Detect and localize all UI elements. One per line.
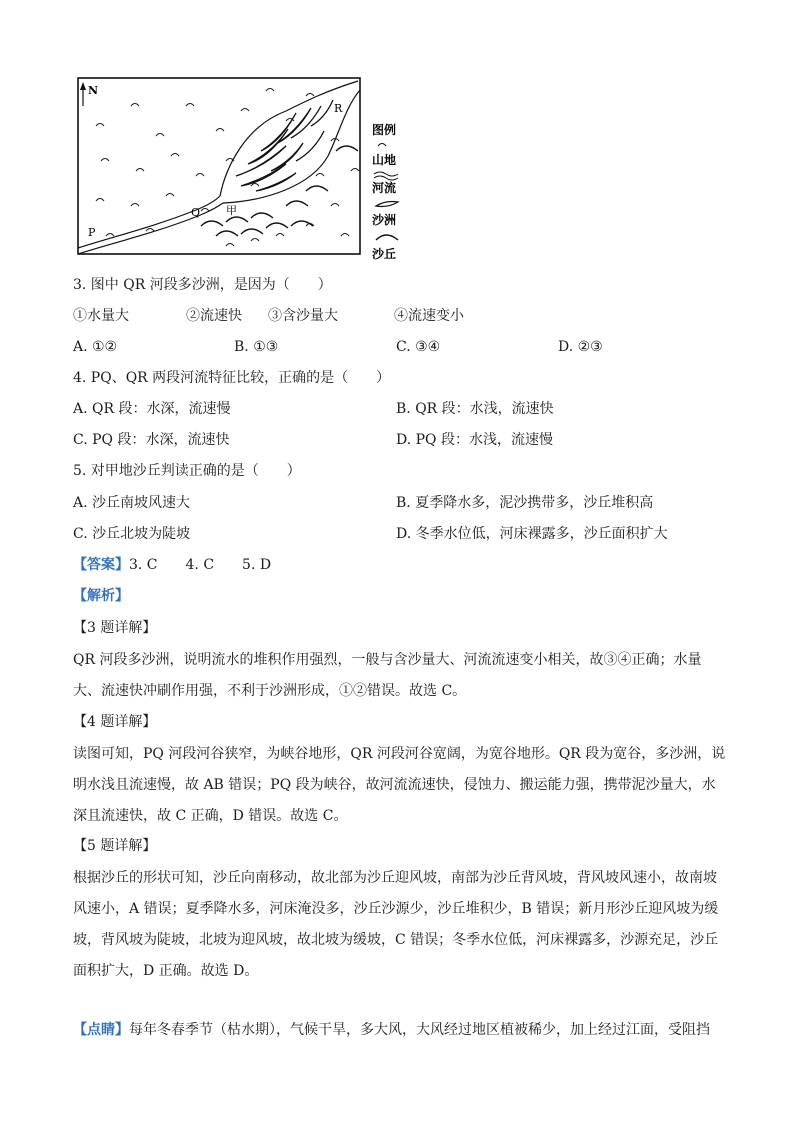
- legend-sandbar: 沙洲: [372, 213, 397, 227]
- q4-option-b[interactable]: B. QR 段：水浅，流速快: [396, 401, 554, 417]
- detail-5-line: 面积扩大，D 正确。故选 D。: [73, 963, 259, 979]
- q4-option-a[interactable]: A. QR 段：水深，流速慢: [73, 401, 231, 417]
- legend-mountain-icon: [378, 144, 386, 147]
- detail-5-line: 根据沙丘的形状可知，沙丘向南移动，故北部为沙丘迎风坡，南部为沙丘背风坡，背风坡风速小，故南坡: [73, 870, 717, 886]
- detail-3-body: [73, 645, 721, 707]
- q3-option-c[interactable]: C. ③④: [396, 339, 441, 355]
- detail-3-line: QR 河段多沙洲，说明流水的堆积作用强烈，一般与含沙量大、河流流速变小相关，故③④正确；水量: [73, 652, 702, 668]
- q3-item-2: ②流速快: [186, 308, 242, 324]
- detail-5-line: 风速小，A 错误；夏季降水多，河床淹没多，沙丘沙源少，沙丘堆积少，B 错误；新月形沙丘迎风坡为缓: [73, 901, 719, 917]
- analysis-line: [73, 586, 129, 606]
- legend-river: 河流: [372, 181, 397, 195]
- detail-4-line: 深且流速快，故 C 正确，D 错误。故选 C。: [73, 808, 348, 824]
- q5-option-a[interactable]: A. 沙丘南坡风速大: [73, 495, 191, 511]
- legend-mountain: 山地: [372, 153, 397, 167]
- legend-dune-icon: [376, 235, 398, 240]
- q5-option-c[interactable]: C. 沙丘北坡为陡坡: [73, 526, 191, 542]
- q3-item-4: ④流速变小: [394, 308, 464, 324]
- detail-4-body: [73, 739, 726, 832]
- river-channel: [78, 81, 360, 254]
- label-p: P: [88, 226, 96, 239]
- q4-option-c[interactable]: C. PQ 段：水深，流速快: [73, 432, 230, 448]
- tip-tag: 【点睛】: [73, 1022, 129, 1038]
- detail-3-line: 大、流速快冲刷作用强，不利于沙洲形成，①②错误。故选 C。: [73, 683, 467, 699]
- detail-4-line: 读图可知，PQ 河段河谷狭窄，为峡谷地形，QR 河段河谷宽阔，为宽谷地形。QR 段为宽谷，多沙洲，说: [73, 746, 726, 762]
- q5-option-b[interactable]: B. 夏季降水多，泥沙携带多，沙丘堆积高: [396, 495, 654, 511]
- q4-option-d[interactable]: D. PQ 段：水浅，流速慢: [396, 432, 553, 448]
- legend-dune: 沙丘: [372, 247, 397, 261]
- sandbar-symbols: [236, 100, 333, 191]
- q3-item-3: ③含沙量大: [268, 308, 338, 324]
- q3-option-d[interactable]: D. ②③: [558, 339, 603, 355]
- q5-stem: 5. 对甲地沙丘判读正确的是（ ）: [73, 463, 301, 479]
- detail-4-line: 明水浅且流速慢，故 AB 错误；PQ 段为峡谷，故河流流速快，侵蚀力、搬运能力强，携带泥沙量大，水: [73, 777, 716, 793]
- map-frame: [78, 78, 360, 254]
- tip-line: [73, 1020, 710, 1040]
- legend-sandbar-icon: [376, 202, 398, 207]
- detail-4-title: 【4 题详解】: [73, 714, 157, 730]
- north-arrow-icon: [80, 82, 86, 106]
- tip-text: 每年冬春季节（枯水期），气候干旱，多大风，大风经过地区植被稀少，加上经过江面，受阻挡: [129, 1022, 710, 1038]
- label-q: Q: [191, 206, 201, 219]
- north-label: N: [88, 84, 99, 97]
- answer-tag: 【答案】: [73, 557, 129, 573]
- legend-river-icon: [374, 172, 398, 180]
- q3-option-a[interactable]: A. ①②: [73, 339, 118, 355]
- detail-3-title: 【3 题详解】: [73, 620, 157, 636]
- analysis-tag: 【解析】: [73, 588, 129, 604]
- answer-line: [73, 555, 271, 575]
- label-r: R: [334, 102, 343, 115]
- river-map-figure: [76, 76, 406, 264]
- detail-5-body: [73, 863, 721, 987]
- q3-item-1: ①水量大: [73, 308, 129, 324]
- q5-option-d[interactable]: D. 冬季水位低，河床裸露多，沙丘面积扩大: [396, 526, 668, 542]
- answer-text: 3. C 4. C 5. D: [129, 557, 272, 573]
- detail-5-line: 坡，背风坡为陡坡，北坡为迎风坡，故北坡为缓坡，C 错误；冬季水位低，河床裸露多，沙源充足，沙丘: [73, 932, 719, 948]
- q4-stem: 4. PQ、QR 两段河流特征比较，正确的是（ ）: [73, 370, 391, 386]
- q3-stem: 3. 图中 QR 河段多沙洲，是因为（ ）: [73, 277, 332, 293]
- sand-dune-symbols: [201, 146, 358, 236]
- label-jia: 甲: [226, 204, 237, 217]
- legend-title: 图例: [372, 123, 397, 137]
- q3-option-b[interactable]: B. ①③: [234, 339, 279, 355]
- detail-5-title: 【5 题详解】: [73, 838, 157, 854]
- map-legend: [372, 122, 398, 261]
